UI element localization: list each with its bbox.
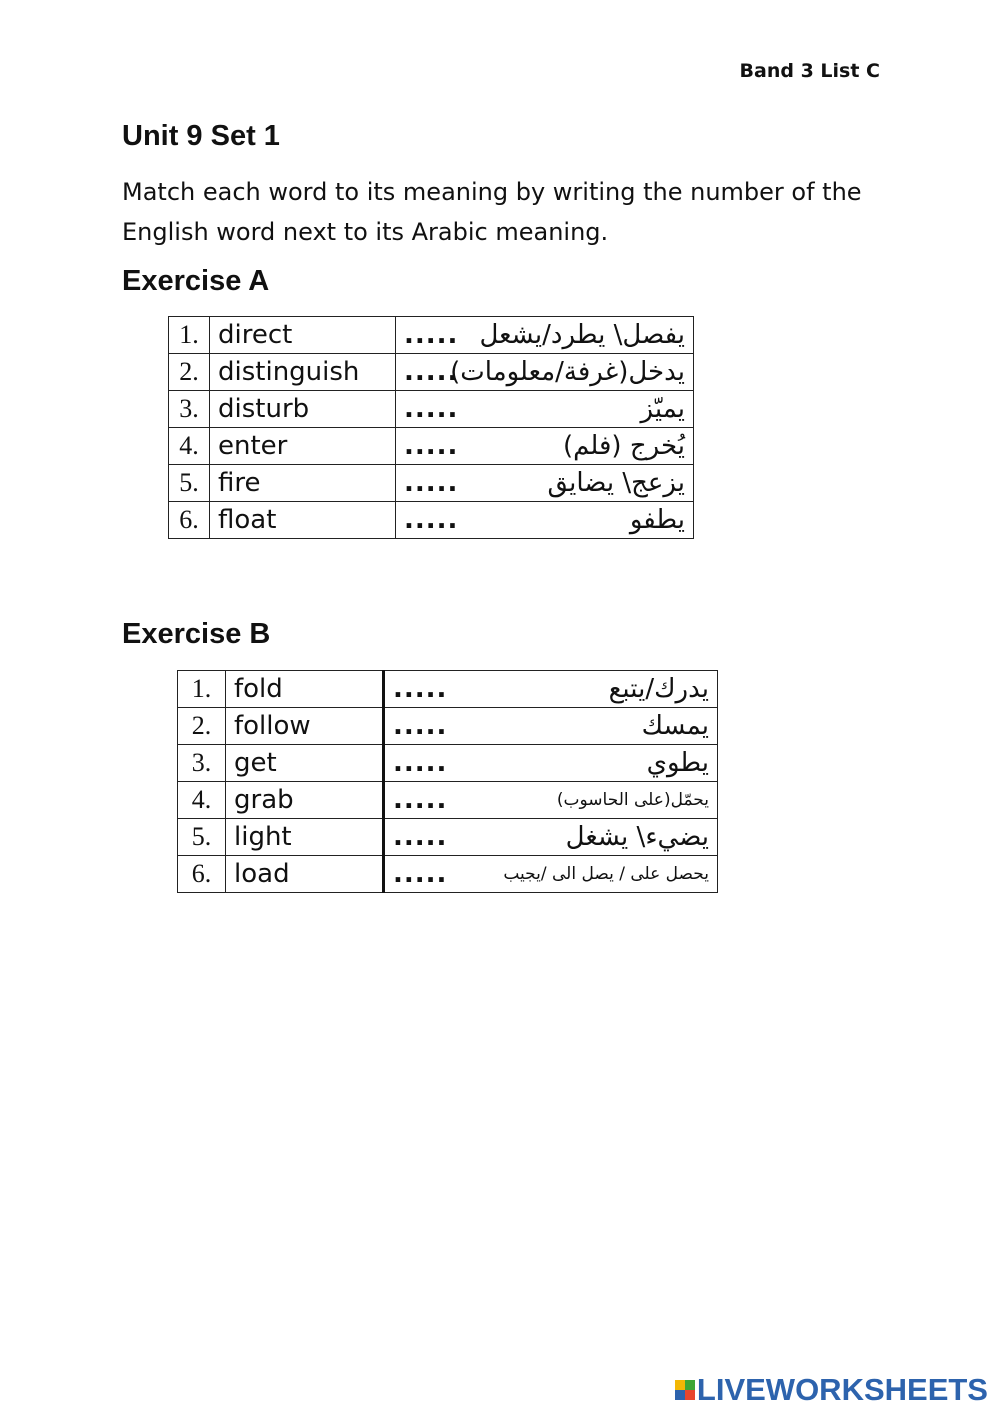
arabic-meaning: يحصل على / يصل الى /يجيب xyxy=(466,856,718,893)
table-row xyxy=(169,428,694,465)
answer-field[interactable]: ..... xyxy=(384,671,466,708)
english-word: float xyxy=(210,502,396,539)
instructions: Match each word to its meaning by writing the number of the English word next to its Arabic meaning. xyxy=(122,178,862,246)
english-word: light xyxy=(226,819,384,856)
table-row xyxy=(178,782,718,819)
table-row xyxy=(169,391,694,428)
arabic-meaning: يدرك/يتبع xyxy=(466,671,718,708)
arabic-meaning: يطفو xyxy=(478,502,694,539)
english-word: fire xyxy=(210,465,396,502)
answer-field[interactable]: ..... xyxy=(396,391,478,428)
arabic-meaning: يمسك xyxy=(466,708,718,745)
answer-field[interactable]: ..... xyxy=(396,428,478,465)
english-word: distinguish xyxy=(210,354,396,391)
row-number: 3. xyxy=(169,391,210,428)
english-word: get xyxy=(226,745,384,782)
answer-field[interactable]: ..... xyxy=(396,317,478,354)
answer-field[interactable]: ..... xyxy=(396,502,478,539)
exercise-a-table xyxy=(168,316,694,539)
answer-field[interactable]: ..... xyxy=(384,856,466,893)
unit-title: Unit 9 Set 1 xyxy=(122,120,280,152)
row-number: 3. xyxy=(178,745,226,782)
arabic-meaning: يضيء\ يشغل xyxy=(466,819,718,856)
band-label: Band 3 List C xyxy=(739,60,880,82)
liveworksheets-logo-icon xyxy=(675,1380,695,1400)
logo-text: LIVEWORKSHEETS xyxy=(696,1372,988,1407)
row-number: 2. xyxy=(169,354,210,391)
answer-field[interactable]: ..... xyxy=(396,354,478,391)
exercise-b-table xyxy=(177,670,718,893)
table-row xyxy=(169,317,694,354)
arabic-meaning: يزعج\ يضايق xyxy=(478,465,694,502)
arabic-meaning: يدخل(غرفة/معلومات) xyxy=(478,354,694,391)
row-number: 6. xyxy=(169,502,210,539)
row-number: 2. xyxy=(178,708,226,745)
answer-field[interactable]: ..... xyxy=(384,745,466,782)
row-number: 1. xyxy=(178,671,226,708)
table-row xyxy=(178,671,718,708)
table-row xyxy=(169,465,694,502)
arabic-meaning: يطوي xyxy=(466,745,718,782)
arabic-meaning: يُخرج (فلم) xyxy=(478,428,694,465)
row-number: 4. xyxy=(169,428,210,465)
english-word: direct xyxy=(210,317,396,354)
row-number: 6. xyxy=(178,856,226,893)
exercise-b-title: Exercise B xyxy=(122,618,271,650)
table-row xyxy=(169,354,694,391)
answer-field[interactable]: ..... xyxy=(384,819,466,856)
row-number: 5. xyxy=(178,819,226,856)
row-number: 5. xyxy=(169,465,210,502)
row-number: 4. xyxy=(178,782,226,819)
arabic-meaning: يميّز xyxy=(478,391,694,428)
english-word: disturb xyxy=(210,391,396,428)
table-row xyxy=(178,708,718,745)
answer-field[interactable]: ..... xyxy=(396,465,478,502)
english-word: grab xyxy=(226,782,384,819)
table-row xyxy=(178,745,718,782)
arabic-meaning: يفصل\ يطرد/يشعل xyxy=(478,317,694,354)
english-word: enter xyxy=(210,428,396,465)
english-word: follow xyxy=(226,708,384,745)
answer-field[interactable]: ..... xyxy=(384,782,466,819)
row-number: 1. xyxy=(169,317,210,354)
liveworksheets-logo xyxy=(675,1372,988,1408)
english-word: load xyxy=(226,856,384,893)
table-row xyxy=(178,856,718,893)
table-row xyxy=(169,502,694,539)
english-word: fold xyxy=(226,671,384,708)
answer-field[interactable]: ..... xyxy=(384,708,466,745)
exercise-a-title: Exercise A xyxy=(122,265,270,297)
table-row xyxy=(178,819,718,856)
arabic-meaning: يحمّل(على الحاسوب) xyxy=(466,782,718,819)
